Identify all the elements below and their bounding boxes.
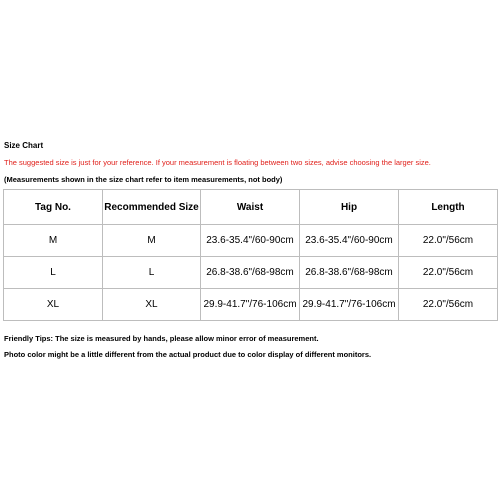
cell-tag-no: M: [4, 225, 103, 257]
cell-hip: 23.6-35.4"/60-90cm: [300, 225, 399, 257]
cell-recommended-size: XL: [103, 289, 201, 321]
table-row: [4, 257, 498, 289]
header-hip: Hip: [300, 190, 399, 225]
header-waist: Waist: [201, 190, 300, 225]
cell-length: 22.0"/56cm: [399, 225, 498, 257]
cell-tag-no: XL: [4, 289, 103, 321]
photo-color-note: Photo color might be a little different from the actual product due to color display of different monitors.: [4, 350, 372, 359]
cell-recommended-size: M: [103, 225, 201, 257]
cell-recommended-size: L: [103, 257, 201, 289]
header-tag-no: Tag No.: [4, 190, 103, 225]
cell-tag-no: L: [4, 257, 103, 289]
header-recommended-size: Recommended Size: [103, 190, 201, 225]
measurement-note: (Measurements shown in the size chart refer to item measurements, not body): [4, 175, 283, 184]
table-header-row: [4, 190, 498, 225]
cell-waist: 23.6-35.4"/60-90cm: [201, 225, 300, 257]
friendly-tips: Friendly Tips: The size is measured by hands, please allow minor error of measurement.: [4, 334, 319, 343]
size-advice-notice: The suggested size is just for your reference. If your measurement is floating between two sizes, advise choosing the larger size.: [4, 158, 431, 167]
size-table: [3, 189, 498, 321]
cell-length: 22.0"/56cm: [399, 257, 498, 289]
cell-waist: 26.8-38.6"/68-98cm: [201, 257, 300, 289]
cell-hip: 26.8-38.6"/68-98cm: [300, 257, 399, 289]
header-length: Length: [399, 190, 498, 225]
size-chart-title: Size Chart: [4, 141, 44, 150]
table-row: [4, 289, 498, 321]
cell-length: 22.0"/56cm: [399, 289, 498, 321]
cell-waist: 29.9-41.7"/76-106cm: [201, 289, 300, 321]
table-row: [4, 225, 498, 257]
cell-hip: 29.9-41.7"/76-106cm: [300, 289, 399, 321]
